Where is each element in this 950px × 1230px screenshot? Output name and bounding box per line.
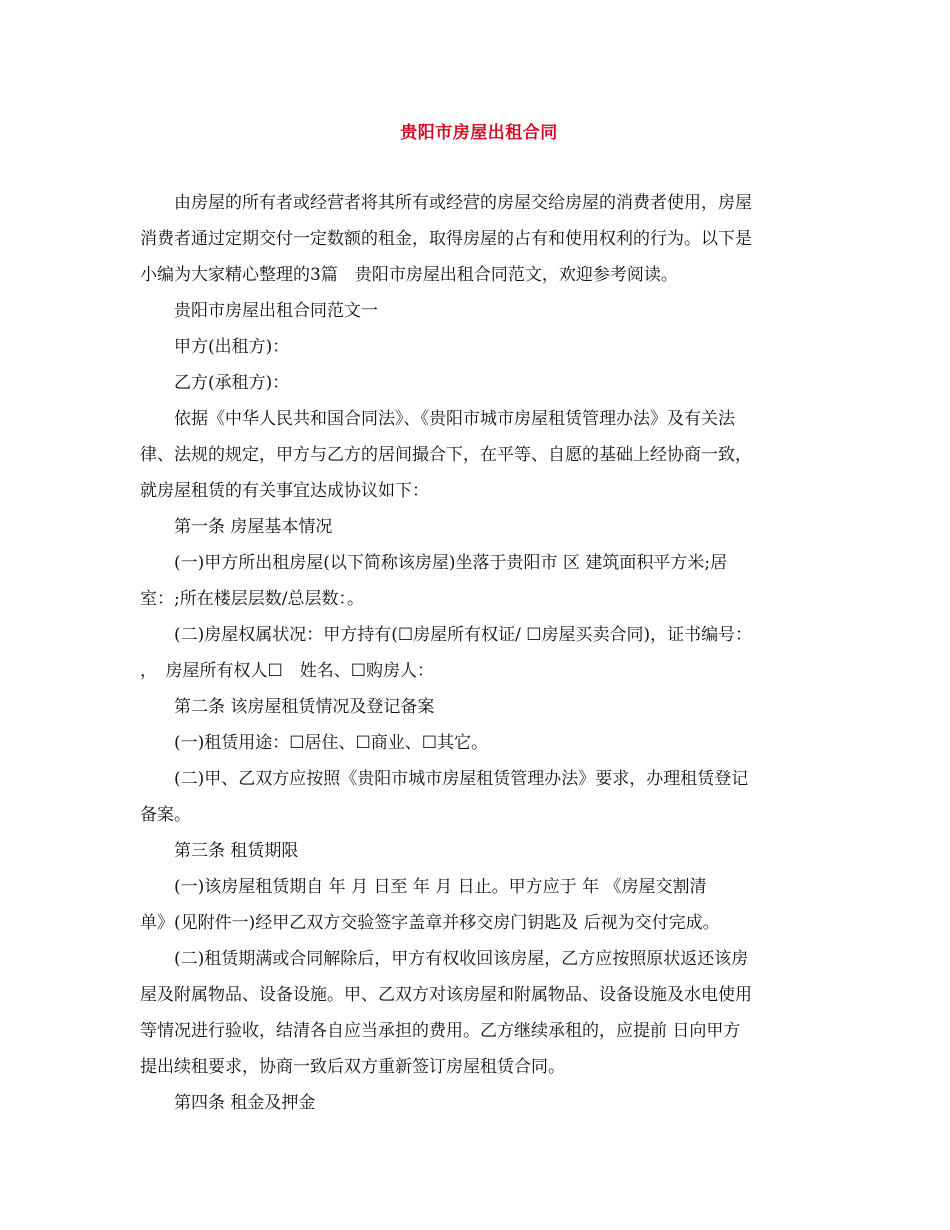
paragraph-line: ， 房屋所有权人☐ 姓名、☐购房人：: [140, 661, 434, 681]
paragraph-line: (二)甲、乙双方应按照《贵阳市城市房屋租赁管理办法》要求，办理租赁登记: [174, 769, 749, 789]
paragraph-line: 等情况进行验收，结清各自应当承担的费用。乙方继续承租的，应提前 日向甲方: [140, 1021, 741, 1041]
paragraph-line: 室：;所在楼层层数/总层数：。: [140, 589, 364, 609]
paragraph-line: 乙方(承租方)：: [174, 373, 290, 393]
paragraph-line: 小编为大家精心整理的3篇 贵阳市房屋出租合同范文，欢迎参考阅读。: [140, 265, 678, 285]
paragraph-line: 贵阳市房屋出租合同范文一: [174, 301, 378, 321]
paragraph-line: 单》(见附件一)经甲乙双方交验签字盖章并移交房门钥匙及 后视为交付完成。: [140, 913, 720, 933]
paragraph-line: 由房屋的所有者或经营者将其所有或经营的房屋交给房屋的消费者使用，房屋: [174, 193, 752, 213]
paragraph-line: (二)租赁期满或合同解除后，甲方有权收回该房屋，乙方应按照原状返还该房: [174, 949, 749, 969]
paragraph-line: 第一条 房屋基本情况: [174, 517, 333, 537]
paragraph-line: (二)房屋权属状况：甲方持有(☐房屋所有权证/ ☐房屋买卖合同)，证书编号：: [174, 625, 753, 645]
paragraph-line: (一)租赁用途：☐居住、☐商业、☐其它。: [174, 733, 488, 753]
paragraph-line: 第四条 租金及押金: [174, 1093, 316, 1113]
paragraph-line: 备案。: [140, 805, 191, 825]
paragraph-line: 提出续租要求，协商一致后双方重新签订房屋租赁合同。: [140, 1057, 565, 1077]
paragraph-line: 甲方(出租方)：: [174, 337, 290, 357]
paragraph-line: 消费者通过定期交付一定数额的租金，取得房屋的占有和使用权利的行为。以下是: [140, 229, 752, 249]
paragraph-line: 就房屋租赁的有关事宜达成协议如下：: [140, 481, 429, 501]
paragraph-line: (一)该房屋租赁期自 年 月 日至 年 月 日止。甲方应于 年 《房屋交割清: [174, 877, 707, 897]
paragraph-line: 第三条 租赁期限: [174, 841, 299, 861]
paragraph-line: 依据《中华人民共和国合同法》、《贵阳市城市房屋租赁管理办法》及有关法: [174, 409, 735, 429]
paragraph-line: 第二条 该房屋租赁情况及登记备案: [174, 697, 435, 717]
document-title: 贵阳市房屋出租合同: [400, 123, 558, 143]
paragraph-line: 屋及附属物品、设备设施。甲、乙双方对该房屋和附属物品、设备设施及水电使用: [140, 985, 752, 1005]
document-body: [140, 185, 818, 1121]
paragraph-line: (一)甲方所出租房屋(以下简称该房屋)坐落于贵阳市 区 建筑面积平方米;居: [174, 553, 728, 573]
paragraph-line: 律、法规的规定，甲方与乙方的居间撮合下，在平等、自愿的基础上经协商一致，: [140, 445, 752, 465]
